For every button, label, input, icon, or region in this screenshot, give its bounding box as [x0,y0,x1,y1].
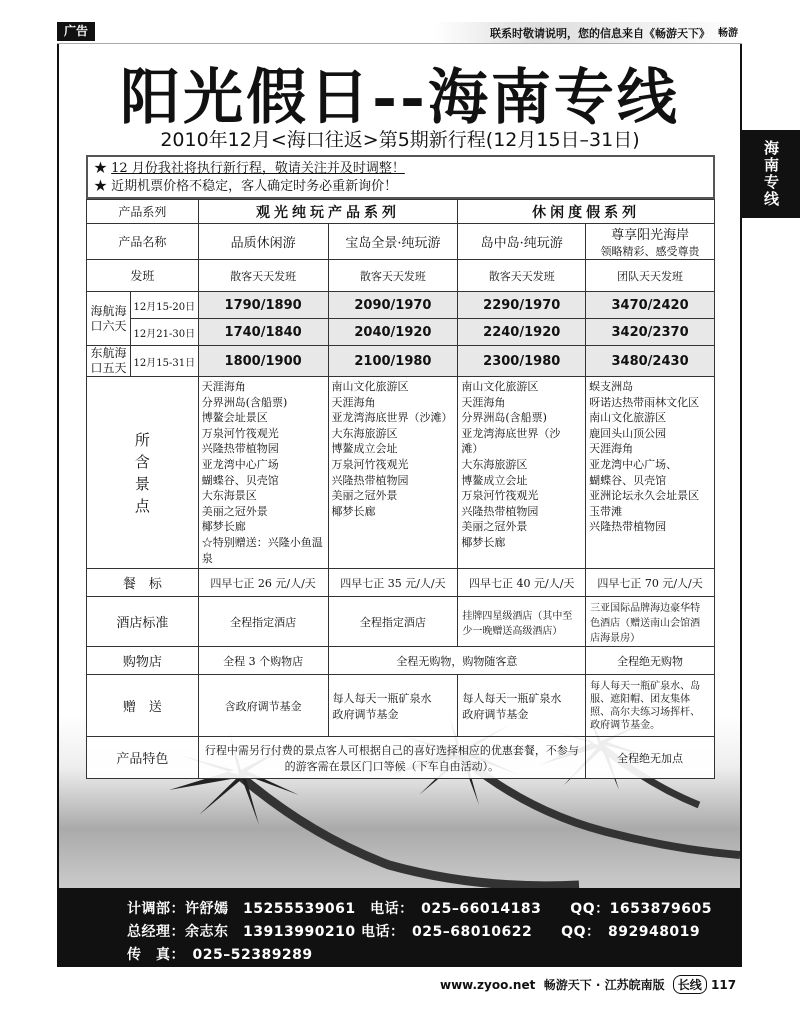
footer-publication: 畅游天下 · 江苏皖南版 [543,978,665,992]
top-note: 联系时敬请说明，您的信息来自《畅游天下》 [490,27,710,40]
notice-line: ★ 12 月份我社将执行新行程，敬请关注并及时调整！ [94,161,405,176]
spots-list: 蜈支洲岛 呀诺达热带雨林文化区 南山文化旅游区 鹿回头山顶公园 天涯海角 亚龙湾中心广场、 蝴蝶谷、贝壳馆 亚洲论坛永久会址景区 玉带滩 兴隆热带植物园 [586,377,715,569]
series-sightseeing: 观光纯玩产品系列 [198,200,458,224]
shop-cell: 全程无购物，购物随客意 [328,647,586,675]
depart-label: 发班 [87,260,199,292]
feature-label: 产品特色 [87,737,199,779]
page-number: 117 [711,978,737,992]
feature-cell: 全程绝无加点 [586,737,715,779]
price-cell: 2100/1980 [328,346,458,377]
logo: 畅游 [718,28,738,39]
series-label: 产品系列 [87,200,199,224]
departure: 团队天天发班 [586,260,715,292]
product-name: 岛中岛·纯玩游 [458,224,586,260]
shop-label: 购物店 [87,647,199,675]
price-cell: 2090/1970 [328,292,458,319]
price-cell: 1800/1900 [198,346,328,377]
gift-cell: 每人每天一瓶矿泉水、岛服、遮阳帽、团友集体照、高尔夫练习场挥杆、政府调节基金。 [586,675,715,737]
meal-label: 餐 标 [87,569,199,597]
side-tab: 海南专线 [742,130,800,218]
hotel-cell: 全程指定酒店 [328,597,458,647]
series-leisure: 休闲度假系列 [458,200,715,224]
product-name: 宝岛全景·纯玩游 [328,224,458,260]
meal-cell: 四早七正 70 元/人/天 [586,569,715,597]
price-cell: 2300/1980 [458,346,586,377]
price-cell: 3420/2370 [586,319,715,346]
notice-box [86,155,715,199]
product-name: 品质休闲游 [198,224,328,260]
price-cell: 2290/1970 [458,292,586,319]
hotel-label: 酒店标准 [87,597,199,647]
footer-section: 长线 [673,975,707,994]
page-title: 阳光假日--海南专线 [120,63,680,133]
ad-tag: 广告 [57,22,95,41]
spots-list: 天涯海角 分界洲岛(含船票) 博鳌会址景区 万泉河竹筏观光 兴隆热带植物园 亚龙湾中心广场 蝴蝶谷、贝壳馆 大东海景区 美丽之冠外景 椰梦长廊 ☆特别赠送：兴隆小鱼温泉 [198,377,328,569]
notice-line: ★ 近期机票价格不稳定，客人确定时务必重新询价！ [94,179,398,194]
price-cell: 3480/2430 [586,346,715,377]
contact-line: 传 真： 025–52389289 [127,947,313,963]
gift-cell: 含政府调节基金 [198,675,328,737]
hotel-cell: 挂牌四星级酒店（其中至少一晚赠送高级酒店） [458,597,586,647]
spots-list: 南山文化旅游区 天涯海角 分界洲岛(含船票) 亚龙湾海底世界（沙滩） 大东海旅游区 博鳌成立会址 万泉河竹筏观光 兴隆热带植物园 美丽之冠外景 椰梦长廊 [458,377,586,569]
departure: 散客天天发班 [198,260,328,292]
price-cell: 3470/2420 [586,292,715,319]
price-cell: 1790/1890 [198,292,328,319]
name-label: 产品名称 [87,224,199,260]
price-cell: 2240/1920 [458,319,586,346]
gift-cell: 每人每天一瓶矿泉水 政府调节基金 [328,675,458,737]
date-range: 12月21-30日 [130,319,198,346]
spots-list: 南山文化旅游区 天涯海角 亚龙湾海底世界（沙滩） 大东海旅游区 博鳌成立会址 万泉河竹筏观光 兴隆热带植物园 美丽之冠外景 椰梦长廊 [328,377,458,569]
departure: 散客天天发班 [328,260,458,292]
footer-site[interactable]: www.zyoo.net [440,978,536,992]
shop-cell: 全程 3 个购物店 [198,647,328,675]
shop-cell: 全程绝无购物 [586,647,715,675]
airline-name: 东航海口五天 [87,346,131,377]
meal-cell: 四早七正 40 元/人/天 [458,569,586,597]
departure: 散客天天发班 [458,260,586,292]
itinerary-table [86,199,715,779]
date-range: 12月15-20日 [130,292,198,319]
meal-cell: 四早七正 35 元/人/天 [328,569,458,597]
gift-label: 赠 送 [87,675,199,737]
feature-text: 行程中需另行付费的景点客人可根据自己的喜好选择相应的优惠套餐，不参与的游客需在景区门口等候（下车自由活动）。 [198,737,585,779]
airline-name: 海航海口六天 [87,292,131,346]
footer [440,975,736,994]
date-range: 12月15-31日 [130,346,198,377]
contact-line: 计调部：许舒嫣 15255539061 电话： 025–66014183 QQ：1653879605 [127,901,713,917]
product-name: 尊享阳光海岸 领略精彩、感受尊贵 [586,224,715,260]
page-subtitle: 2010年12月<海口往返>第5期新行程(12月15日–31日) [160,129,640,151]
price-cell: 2040/1920 [328,319,458,346]
contact-line: 总经理：余志东 13913990210 电话： 025–68010622 QQ： 892948019 [127,924,701,940]
contact-block [59,888,740,966]
hotel-cell: 全程指定酒店 [198,597,328,647]
gift-cell: 每人每天一瓶矿泉水 政府调节基金 [458,675,586,737]
meal-cell: 四早七正 26 元/人/天 [198,569,328,597]
hotel-cell: 三亚国际品牌海边豪华特色酒店（赠送南山会馆酒店海景房） [586,597,715,647]
price-cell: 1740/1840 [198,319,328,346]
spots-label: 所含景点 [87,377,199,569]
